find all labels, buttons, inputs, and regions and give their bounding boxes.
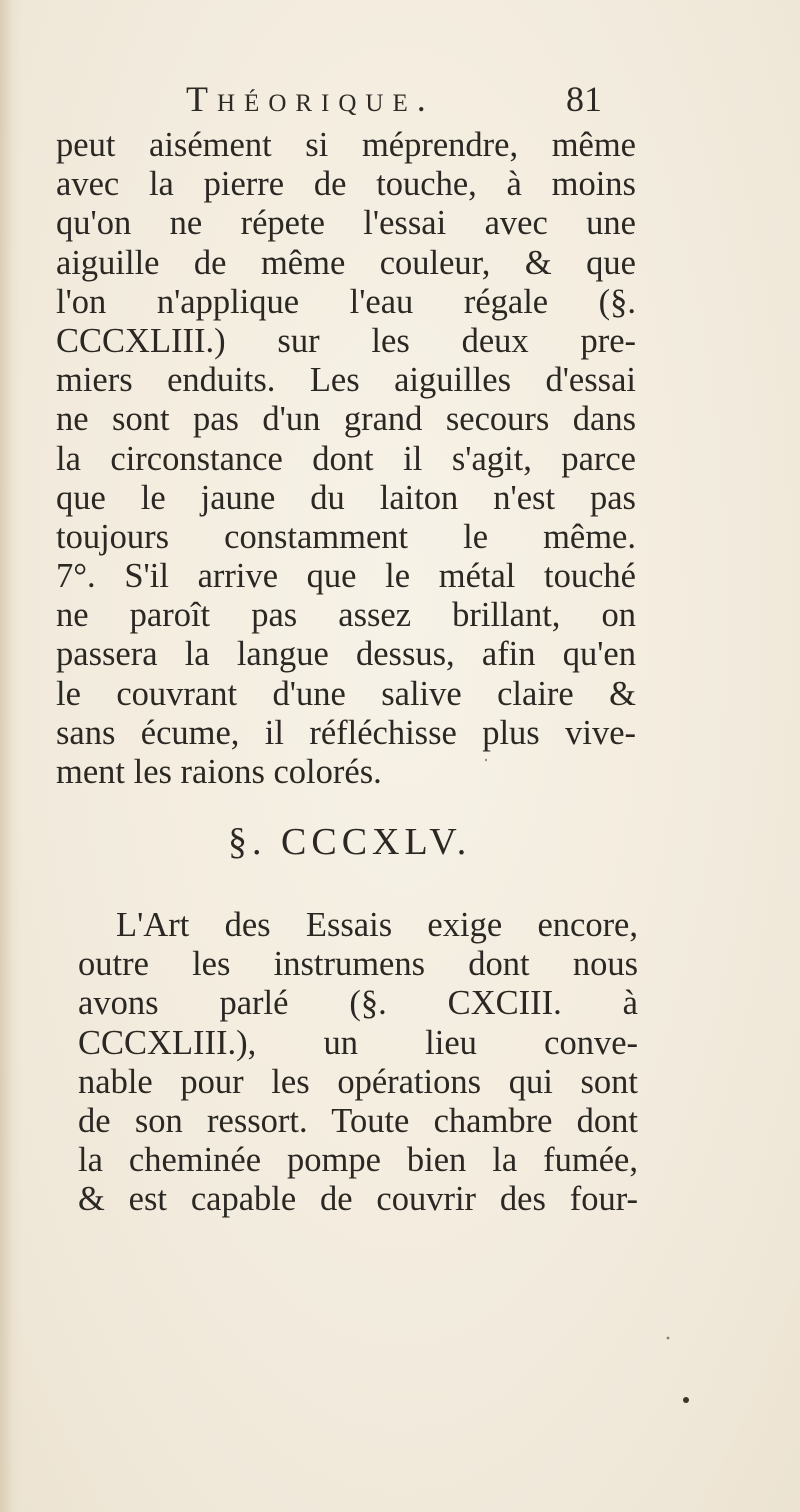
- text-line: nable pour les opérations qui sont: [78, 1062, 638, 1101]
- text-line: L'Art des Essais exige encore,: [116, 906, 638, 944]
- text-line: la circonstance dont il s'agit, parce: [56, 439, 636, 478]
- ink-speck: [485, 759, 487, 761]
- text-line: qu'on ne répete l'essai avec une: [56, 204, 636, 243]
- text-line: avec la pierre de touche, à moins: [56, 165, 636, 204]
- text-line: ne paroît pas assez brillant, on: [56, 596, 636, 635]
- text-line: CCCXLIII.), un lieu conve-: [78, 1023, 638, 1062]
- text-line: CCCXLIII.) sur les deux pre-: [56, 321, 636, 360]
- text-line: miers enduits. Les aiguilles d'essai: [56, 361, 636, 400]
- text-line: l'on n'applique l'eau régale (§.: [56, 282, 636, 321]
- text-line: ment les raions colorés.: [56, 753, 382, 791]
- text-line: que le jaune du laiton n'est pas: [56, 478, 636, 517]
- text-line: sans écume, il réfléchisse plus vive-: [56, 713, 636, 752]
- text-line: outre les instrumens dont nous: [78, 945, 638, 984]
- text-line: & est capable de couvrir des four-: [78, 1180, 638, 1219]
- text-line: le couvrant d'une salive claire &: [56, 674, 636, 713]
- text-line: de son ressort. Toute chambre dont: [78, 1101, 638, 1140]
- text-line: avons parlé (§. CXCIII. à: [78, 984, 638, 1023]
- section-number: §. CCCXLV.: [228, 821, 472, 863]
- ink-speck: [683, 1397, 689, 1403]
- text-line: peut aisément si méprendre, même: [56, 126, 636, 164]
- text-line: aiguille de même couleur, & que: [56, 243, 636, 282]
- running-title: Théorique.: [186, 79, 435, 119]
- text-line: toujours constamment le même.: [56, 517, 636, 556]
- text-line: ne sont pas d'un grand secours dans: [56, 400, 636, 439]
- ink-speck: [667, 1337, 670, 1340]
- text-line: 7°. S'il arrive que le métal touché: [56, 557, 636, 596]
- text-line: la cheminée pompe bien la fumée,: [78, 1141, 638, 1180]
- text-line: passera la langue dessus, afin qu'en: [56, 635, 636, 674]
- page-number: 81: [566, 79, 602, 119]
